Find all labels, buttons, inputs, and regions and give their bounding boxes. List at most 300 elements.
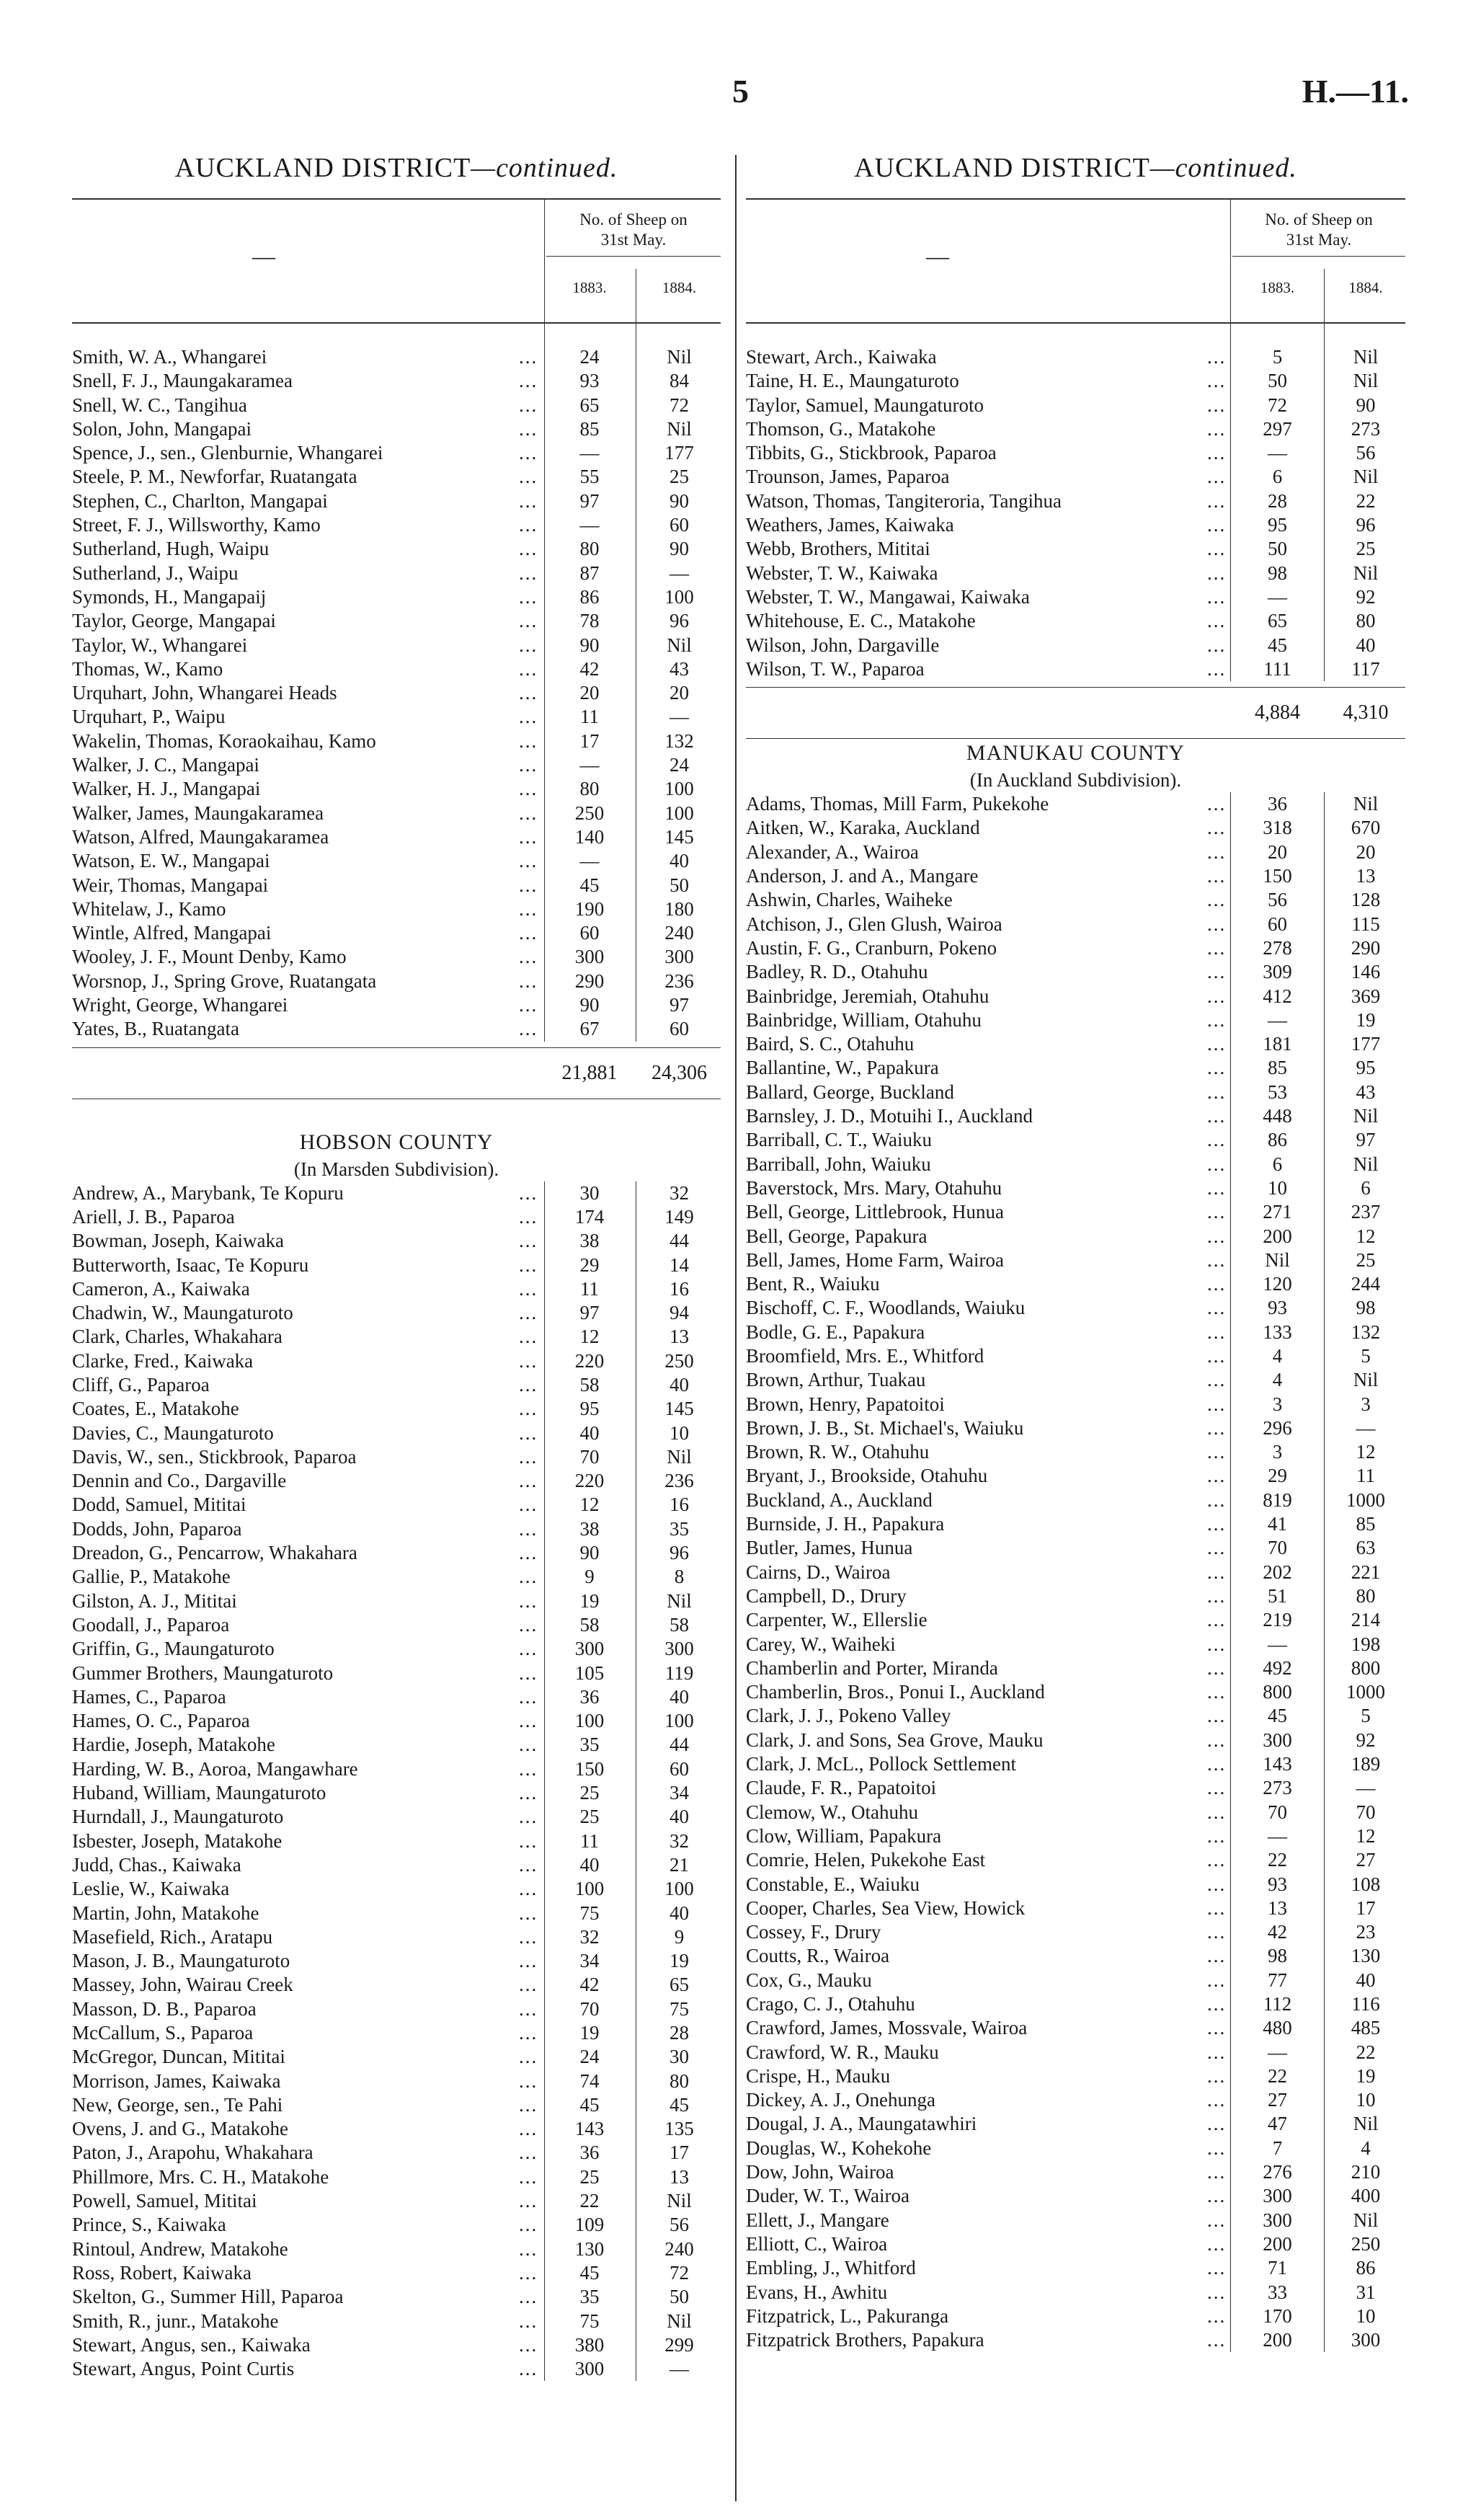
sheep-1884: 86 — [1356, 2257, 1376, 2279]
sheep-1884: Nil — [667, 2190, 692, 2212]
sheep-1883: 42 — [579, 1974, 600, 1996]
table-row — [72, 1277, 721, 1301]
leader-dots: ... — [519, 1974, 538, 1996]
owner-name: Wilson, John, Dargaville — [746, 634, 940, 656]
sheep-1883: 492 — [1263, 1656, 1292, 1679]
table-row — [72, 705, 721, 729]
leader-dots: ... — [519, 994, 538, 1016]
leader-dots: ... — [519, 1326, 538, 1348]
table-row — [72, 585, 721, 609]
table-row — [746, 1776, 1405, 1800]
owner-name: Fitzpatrick, L., Pakuranga — [746, 2304, 949, 2327]
owner-name: Bodle, G. E., Papakura — [746, 1321, 925, 1343]
sheep-1884: 177 — [1351, 1033, 1381, 1055]
owner-name: Butler, James, Hunua — [746, 1537, 913, 1559]
owner-name: Street, F. J., Willsworthy, Kamo — [72, 514, 321, 536]
owner-name: Whitehouse, E. C., Matakohe — [746, 610, 976, 632]
sheep-1883: 86 — [579, 585, 600, 608]
sheep-1884: 40 — [670, 1685, 689, 1708]
owner-name: Bainbridge, Jeremiah, Otahuhu — [746, 985, 989, 1007]
sheep-1883: 71 — [1268, 2257, 1287, 2279]
sheep-1883: 273 — [1263, 1777, 1292, 1799]
owner-name: Solon, John, Mangapai — [72, 417, 252, 440]
table-row — [746, 2160, 1405, 2184]
leader-dots: ... — [1207, 1416, 1227, 1439]
sheep-1883: 53 — [1268, 1081, 1287, 1103]
table-row — [746, 1008, 1405, 1032]
owner-name: Gilston, A. J., Mititai — [72, 1589, 237, 1612]
table-row — [72, 849, 721, 873]
sheep-1883: 42 — [1268, 1921, 1287, 1943]
sheep-1883: 3 — [1272, 1393, 1283, 1415]
leader-dots: ... — [1207, 1105, 1227, 1127]
sheep-1883: 170 — [1263, 2304, 1292, 2327]
sheep-1884: 108 — [1351, 1873, 1381, 1895]
owner-name: Steele, P. M., Newforfar, Ruatangata — [72, 466, 357, 488]
sheep-1884: 117 — [1351, 657, 1380, 680]
sheep-1884: 31 — [1356, 2281, 1376, 2303]
leader-dots: ... — [1207, 1584, 1227, 1607]
owner-name: Tibbits, G., Stickbrook, Paparoa — [746, 442, 997, 464]
sheep-1884: 119 — [664, 1661, 694, 1684]
sheep-1883: 100 — [574, 1878, 605, 1900]
sheep-1883: 200 — [1263, 2329, 1292, 2351]
leader-dots: ... — [1207, 1465, 1227, 1487]
sheep-1883: 250 — [574, 802, 605, 824]
sheep-1883: 190 — [574, 897, 605, 920]
sheep-1883: 50 — [1268, 370, 1287, 392]
sheep-1883: 45 — [579, 2093, 600, 2116]
owner-name: Bowman, Joseph, Kaiwaka — [72, 1230, 284, 1252]
sheep-1883: 22 — [579, 2190, 600, 2212]
owner-name: Hurndall, J., Maungaturoto — [72, 1806, 284, 1828]
table-row — [72, 1949, 721, 1973]
leader-dots: ... — [519, 1613, 538, 1636]
sheep-1883: 33 — [1268, 2281, 1287, 2303]
owner-name: Bent, R., Waiuku — [746, 1273, 880, 1295]
owner-name: Aitken, W., Karaka, Auckland — [746, 817, 980, 839]
sheep-1883: 12 — [579, 1494, 600, 1516]
sheep-1883: 72 — [1268, 394, 1287, 416]
leader-dots: ... — [1207, 610, 1227, 632]
table-row — [72, 489, 721, 513]
table-row — [72, 465, 721, 489]
sheep-1884: 32 — [670, 1181, 689, 1204]
continued-label: —continued. — [471, 153, 618, 183]
section-heading-hobson: HOBSON COUNTY — [299, 1130, 494, 1154]
leader-dots: ... — [1207, 1633, 1227, 1655]
owner-name: Embling, J., Whitford — [746, 2257, 916, 2279]
sheep-1883: — — [1268, 442, 1287, 464]
sheep-1884: 85 — [1356, 1513, 1376, 1535]
leader-dots: ... — [1207, 585, 1227, 608]
table-row — [746, 816, 1405, 840]
sheep-1883: 9 — [584, 1566, 595, 1588]
sheep-1883: 143 — [1263, 1753, 1292, 1775]
leader-dots: ... — [1207, 2161, 1227, 2183]
leader-dots: ... — [519, 874, 538, 896]
table-row — [72, 1781, 721, 1805]
table-row — [746, 1416, 1405, 1440]
leader-dots: ... — [1207, 1609, 1227, 1631]
sheep-1884: 19 — [1356, 2064, 1376, 2087]
sheep-1883: 97 — [579, 1302, 600, 1324]
sheep-1884: 40 — [670, 1902, 689, 1924]
sheep-1883: 95 — [579, 1398, 600, 1420]
owner-name: Masson, D. B., Paparoa — [72, 1997, 257, 2020]
sheep-1884: 97 — [1356, 1129, 1376, 1151]
owner-name: Weir, Thomas, Mangapai — [72, 874, 269, 896]
sheep-1884: 25 — [670, 466, 689, 488]
sheep-1884: 50 — [670, 874, 689, 896]
leader-dots: ... — [1207, 1537, 1227, 1559]
sheep-1884: Nil — [1353, 2209, 1379, 2231]
table-row — [746, 840, 1405, 864]
sheep-1883: 47 — [1268, 2113, 1287, 2135]
leader-dots: ... — [1207, 2329, 1227, 2351]
year-divider — [1324, 269, 1325, 322]
section-heading-manukau: MANUKAU COUNTY — [966, 741, 1186, 766]
sheep-1884: 96 — [670, 610, 689, 632]
leader-dots: ... — [519, 562, 538, 584]
leader-dots: ... — [1207, 1008, 1227, 1031]
sheep-1883: 45 — [579, 2261, 600, 2284]
owner-name: McGregor, Duncan, Mititai — [72, 2046, 285, 2068]
subtotal-1883: 21,881 — [561, 1061, 618, 1084]
sheep-1884: 23 — [1356, 1921, 1376, 1943]
sheep-1884: 22 — [1356, 489, 1376, 512]
sheep-1883: 97 — [579, 489, 600, 512]
header-rule — [1230, 200, 1231, 322]
owner-name: Dow, John, Wairoa — [746, 2161, 894, 2183]
leader-dots: ... — [519, 1421, 538, 1444]
owner-name: McCallum, S., Paparoa — [72, 2022, 254, 2044]
sheep-1883: 13 — [1268, 1896, 1287, 1919]
sheep-1883: 77 — [1268, 1969, 1287, 1991]
owner-name: Cossey, F., Drury — [746, 1921, 881, 1943]
table-row — [746, 2184, 1405, 2208]
owner-name: Trounson, James, Paparoa — [746, 466, 950, 488]
leader-dots: ... — [519, 634, 538, 656]
table-row — [746, 1584, 1405, 1608]
table-row — [72, 1877, 721, 1901]
sheep-1884: — — [670, 2358, 689, 2380]
document-reference: H.—11. — [1302, 73, 1409, 110]
owner-name: Duder, W. T., Wairoa — [746, 2185, 909, 2207]
leader-dots: ... — [519, 1349, 538, 1372]
sheep-1883: 309 — [1263, 961, 1292, 983]
leader-dots: ... — [1207, 1489, 1227, 1511]
owner-name: Worsnop, J., Spring Grove, Ruatangata — [72, 970, 377, 992]
owner-name: Chadwin, W., Maungaturoto — [72, 1302, 293, 1324]
owner-name: Clark, J. and Sons, Sea Grove, Mauku — [746, 1729, 1044, 1751]
sheep-1884: 25 — [1356, 1248, 1376, 1271]
sheep-1884: 60 — [670, 1018, 689, 1040]
owner-name: Massey, John, Wairau Creek — [72, 1974, 293, 1996]
sheep-1884: 13 — [670, 1326, 689, 1348]
sheep-1883: 300 — [574, 2358, 605, 2380]
sheep-1884: 43 — [1356, 1081, 1376, 1103]
table-row — [72, 1517, 721, 1541]
sheep-1883: 41 — [1268, 1513, 1287, 1535]
leader-dots: ... — [1207, 1921, 1227, 1943]
owner-name: Anderson, J. and A., Mangare — [746, 865, 979, 887]
name-column-dash: — — [926, 243, 949, 269]
leader-dots: ... — [1207, 417, 1227, 440]
owner-name: Walker, James, Maungakaramea — [72, 802, 324, 824]
sheep-1883: 17 — [579, 729, 600, 752]
right-table-header — [746, 198, 1405, 324]
leader-dots: ... — [1207, 562, 1227, 584]
sheep-1884: 43 — [670, 657, 689, 680]
table-row — [746, 1272, 1405, 1296]
owner-name: Goodall, J., Paparoa — [72, 1613, 230, 1636]
table-row — [746, 1561, 1405, 1584]
sheep-1884: 80 — [1356, 1584, 1376, 1607]
sheep-1884: 9 — [674, 1925, 685, 1948]
leader-dots: ... — [519, 1878, 538, 1900]
table-row — [746, 1896, 1405, 1920]
sheep-1883: 45 — [1268, 1705, 1287, 1727]
owner-name: Clemow, W., Otahuhu — [746, 1801, 918, 1823]
table-row — [746, 1969, 1405, 1992]
leader-dots: ... — [519, 466, 538, 488]
owner-name: Webster, T. W., Kaiwaka — [746, 562, 938, 584]
table-row — [746, 1032, 1405, 1056]
table-row — [72, 394, 721, 417]
sheep-1883: 80 — [579, 538, 600, 560]
left-table-body-northern — [72, 324, 721, 1042]
owner-name: Crawford, W. R., Mauku — [746, 2041, 939, 2063]
sheep-1883: 11 — [580, 1277, 599, 1300]
leader-dots: ... — [519, 1757, 538, 1780]
leader-dots: ... — [1207, 1656, 1227, 1679]
owner-name: Wooley, J. F., Mount Denby, Kamo — [72, 946, 347, 968]
sheep-1884: 97 — [670, 994, 689, 1016]
sheep-1884: 40 — [1356, 1969, 1376, 1991]
leader-dots: ... — [1207, 1801, 1227, 1823]
owner-name: Ballard, George, Buckland — [746, 1081, 954, 1103]
leader-dots: ... — [519, 2333, 538, 2356]
leader-dots: ... — [519, 897, 538, 920]
sheep-1883: 19 — [579, 1589, 600, 1612]
sheep-1884: 65 — [670, 1974, 689, 1996]
owner-name: Stewart, Arch., Kaiwaka — [746, 346, 937, 368]
sheep-1883: 200 — [1263, 2232, 1292, 2255]
table-row — [72, 2357, 721, 2381]
table-row — [72, 1229, 721, 1253]
leader-dots: ... — [1207, 961, 1227, 983]
owner-name: Webb, Brothers, Mititai — [746, 538, 930, 560]
sheep-caption — [1232, 210, 1405, 257]
sheep-1883: 448 — [1263, 1105, 1292, 1127]
leader-dots: ... — [519, 585, 538, 608]
table-row — [72, 2310, 721, 2333]
leader-dots: ... — [519, 1782, 538, 1804]
sheep-1883: 60 — [579, 922, 600, 944]
leader-dots: ... — [519, 946, 538, 968]
table-row — [746, 1944, 1405, 1968]
owner-name: Taylor, George, Mangapai — [72, 610, 276, 632]
owner-name: Snell, W. C., Tangihua — [72, 394, 247, 416]
sheep-1884: Nil — [1353, 346, 1379, 368]
leader-dots: ... — [519, 729, 538, 752]
table-row — [72, 657, 721, 681]
owner-name: Wakelin, Thomas, Koraokaihau, Kamo — [72, 729, 376, 752]
table-row — [746, 465, 1405, 489]
table-row — [72, 1829, 721, 1853]
leader-dots: ... — [1207, 1969, 1227, 1991]
owner-name: Barnsley, J. D., Motuihi I., Auckland — [746, 1105, 1033, 1127]
sheep-1884: 19 — [1356, 1008, 1376, 1031]
sheep-1884: 44 — [670, 1230, 689, 1252]
table-row — [746, 417, 1405, 441]
table-row — [746, 1608, 1405, 1632]
table-row — [72, 970, 721, 993]
table-row — [72, 2237, 721, 2261]
leader-dots: ... — [519, 2261, 538, 2284]
owner-name: Wintle, Alfred, Mangapai — [72, 922, 272, 944]
sheep-1884: — — [1356, 1777, 1376, 1799]
owner-name: Brown, R. W., Otahuhu — [746, 1441, 930, 1463]
table-row — [746, 1656, 1405, 1680]
owner-name: Clow, William, Papakura — [746, 1824, 942, 1847]
subtotal-1884: 4,310 — [1343, 701, 1389, 724]
subtotal-1883: 4,884 — [1255, 701, 1300, 724]
table-row — [72, 1757, 721, 1781]
continued-label: —continued. — [1149, 153, 1297, 183]
table-row — [746, 1056, 1405, 1080]
leader-dots: ... — [1207, 1321, 1227, 1343]
sheep-1884: 90 — [670, 489, 689, 512]
leader-dots: ... — [1207, 514, 1227, 536]
table-row — [72, 1541, 721, 1565]
sheep-1884: 198 — [1351, 1633, 1381, 1655]
sheep-1884: 14 — [670, 1254, 689, 1276]
sheep-1883: 35 — [579, 2286, 600, 2308]
sheep-1884: 21 — [670, 1853, 689, 1876]
sheep-1883: — — [579, 754, 600, 776]
table-row — [746, 1920, 1405, 1944]
table-row — [746, 2088, 1405, 2112]
owner-name: Gallie, P., Matakohe — [72, 1566, 231, 1588]
sheep-1884: 146 — [1351, 961, 1381, 983]
sheep-1883: 32 — [579, 1925, 600, 1948]
sheep-1883: 87 — [579, 562, 600, 584]
sheep-1884: 5 — [1361, 1344, 1371, 1367]
sheep-1884: Nil — [667, 634, 692, 656]
right-table-body-hobson-cont — [746, 324, 1405, 681]
leader-dots: ... — [519, 2165, 538, 2188]
owner-name: Bell, George, Littlebrook, Hunua — [746, 1201, 1004, 1223]
table-row — [72, 1973, 721, 1997]
sheep-1884: 149 — [664, 1205, 694, 1228]
leader-dots: ... — [1207, 1729, 1227, 1751]
sheep-1883: 300 — [1263, 2185, 1292, 2207]
leader-dots: ... — [1207, 889, 1227, 911]
leader-dots: ... — [1207, 1248, 1227, 1271]
leader-dots: ... — [1207, 1153, 1227, 1175]
leader-dots: ... — [519, 610, 538, 632]
owner-name: New, George, sen., Te Pahi — [72, 2093, 283, 2116]
sheep-1884: 100 — [664, 1878, 694, 1900]
table-row — [72, 993, 721, 1017]
leader-dots: ... — [1207, 1344, 1227, 1367]
sheep-1883: 93 — [579, 370, 600, 392]
table-row — [72, 1421, 721, 1445]
sheep-1883: 296 — [1263, 1416, 1292, 1439]
owner-name: Snell, F. J., Maungakaramea — [72, 370, 293, 392]
owner-name: Comrie, Helen, Pukekohe East — [746, 1849, 986, 1871]
owner-name: Cameron, A., Kaiwaka — [72, 1277, 250, 1300]
sheep-1884: — — [670, 562, 689, 584]
owner-name: Hames, C., Paparoa — [72, 1685, 226, 1708]
leader-dots: ... — [519, 538, 538, 560]
leader-dots: ... — [1207, 1369, 1227, 1391]
leader-dots: ... — [519, 1517, 538, 1540]
owner-name: Powell, Samuel, Mititai — [72, 2190, 257, 2212]
table-row — [72, 609, 721, 633]
sheep-1883: — — [579, 442, 600, 464]
sheep-1883: 30 — [579, 1181, 600, 1204]
sheep-1884: 180 — [664, 897, 694, 920]
left-subtotal-row — [72, 1047, 721, 1099]
sheep-1884: 100 — [664, 585, 694, 608]
owner-name: Stewart, Angus, Point Curtis — [72, 2358, 295, 2380]
table-row — [746, 792, 1405, 816]
table-row — [746, 1368, 1405, 1392]
table-row — [746, 634, 1405, 657]
sheep-1883: 28 — [1268, 489, 1287, 512]
sheep-1883: 40 — [579, 1421, 600, 1444]
leader-dots: ... — [1207, 936, 1227, 959]
sheep-caption-line-2: 31st May. — [1286, 231, 1352, 249]
owner-name: Fitzpatrick Brothers, Papakura — [746, 2329, 984, 2351]
sheep-1884: 5 — [1361, 1705, 1371, 1727]
sheep-1883: 150 — [574, 1757, 605, 1780]
sheep-1884: Nil — [667, 1445, 692, 1468]
table-row — [746, 1848, 1405, 1872]
leader-dots: ... — [1207, 1945, 1227, 1967]
leader-dots: ... — [519, 825, 538, 848]
sheep-1884: 56 — [670, 2214, 689, 2236]
table-row — [746, 2137, 1405, 2160]
sheep-1884: 244 — [1351, 1273, 1381, 1295]
sheep-1884: Nil — [667, 346, 692, 368]
sheep-1883: 22 — [1268, 1849, 1287, 1871]
leader-dots: ... — [519, 1853, 538, 1876]
table-row — [746, 345, 1405, 369]
sheep-1884: 369 — [1351, 985, 1381, 1007]
sheep-1883: 51 — [1268, 1584, 1287, 1607]
sheep-1884: 40 — [1356, 634, 1376, 656]
district-name: AUCKLAND DISTRICT — [854, 153, 1150, 183]
leader-dots: ... — [519, 2142, 538, 2164]
sheep-1883: 174 — [574, 1205, 605, 1228]
sheep-1884: 250 — [664, 1349, 694, 1372]
owner-name: Walker, H. J., Mangapai — [72, 778, 261, 800]
table-row — [72, 1853, 721, 1877]
sheep-1884: Nil — [667, 1589, 692, 1612]
table-row — [746, 2209, 1405, 2232]
table-row — [72, 1181, 721, 1205]
table-row — [746, 1248, 1405, 1272]
leader-dots: ... — [519, 2237, 538, 2260]
sheep-1884: 17 — [1356, 1896, 1376, 1919]
owner-name: Urquhart, P., Waipu — [72, 706, 226, 728]
owner-name: Dougal, J. A., Maungatawhiri — [746, 2113, 977, 2135]
leader-dots: ... — [519, 417, 538, 440]
